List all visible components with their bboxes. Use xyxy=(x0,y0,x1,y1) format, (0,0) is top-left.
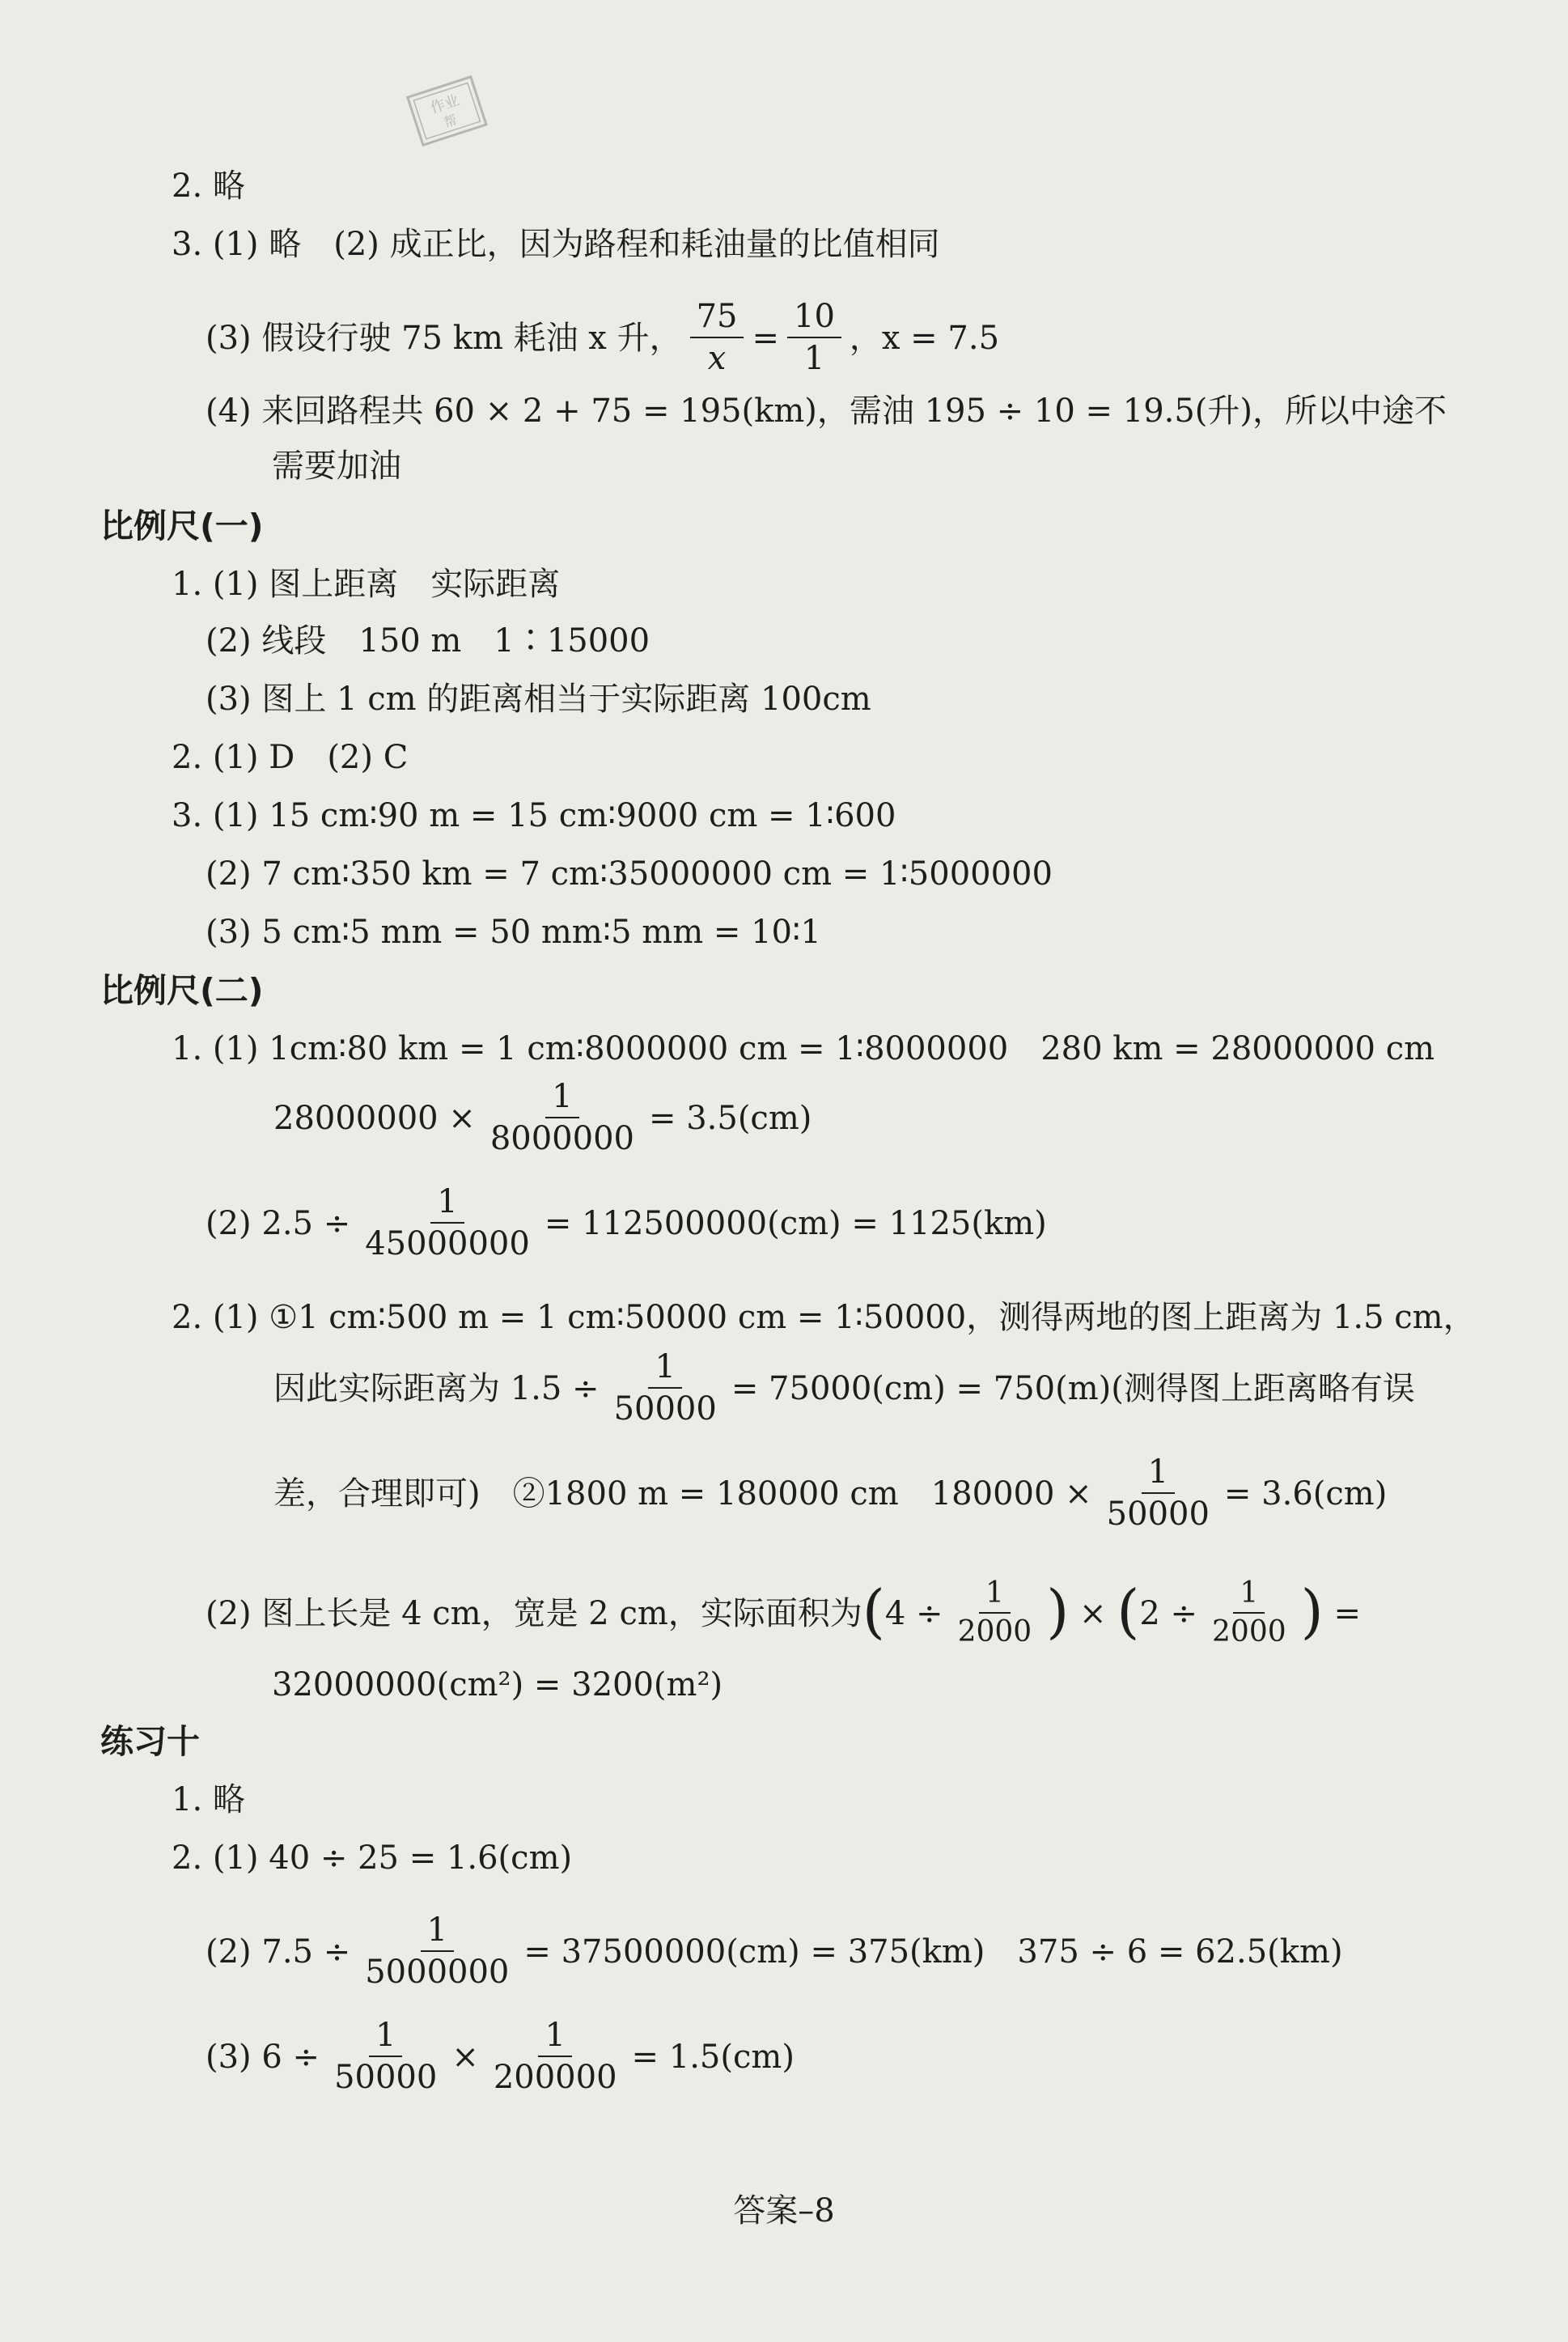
text: (2) 图上长是 4 cm，宽是 2 cm，实际面积为 xyxy=(206,1595,862,1632)
numerator: 1 xyxy=(369,2017,402,2057)
line-s1-1-2: (2) 线段 150 m 1∶15000 xyxy=(206,622,651,660)
denominator: 45000000 xyxy=(365,1225,530,1262)
line-e10-2-1: 2. (1) 40 ÷ 25 = 1.6(cm) xyxy=(172,1839,573,1877)
line-3-4-cont: 需要加油 xyxy=(272,448,401,485)
denominator: 8000000 xyxy=(489,1120,634,1157)
equals: = xyxy=(752,320,779,357)
denominator: 50000 xyxy=(334,2059,438,2096)
denominator: 50000 xyxy=(613,1390,717,1428)
fraction xyxy=(690,298,744,377)
line-e10-1: 1. 略 xyxy=(172,1781,245,1818)
right-paren: ) xyxy=(1046,1577,1070,1645)
fraction xyxy=(787,298,841,377)
section-heading-scale-2: 比例尺(二) xyxy=(100,971,264,1010)
section-heading-scale-1: 比例尺(一) xyxy=(100,507,264,545)
line-3-1-2: 3. (1) 略 (2) 成正比，因为路程和耗油量的比值相同 xyxy=(172,226,940,263)
line-s1-3-1: 3. (1) 15 cm∶90 m = 15 cm∶9000 cm = 1∶600 xyxy=(172,797,896,834)
numerator: 75 xyxy=(690,298,744,338)
numerator: 10 xyxy=(787,298,841,338)
numerator: 1 xyxy=(648,1348,681,1389)
line-s2-1-2 xyxy=(206,1183,1047,1266)
left-paren: ( xyxy=(862,1577,885,1645)
section-heading-exercise-10: 练习十 xyxy=(100,1722,200,1761)
denominator: 2000 xyxy=(957,1615,1032,1648)
line-s2-2-1: 2. (1) ①1 cm∶500 m = 1 cm∶50000 cm = 1∶50000，测得两地的图上距离为 1.5 cm， xyxy=(172,1299,1476,1336)
text: (2) 7.5 ÷ xyxy=(206,1933,351,1971)
denominator: 5000000 xyxy=(365,1954,510,1991)
numerator: 1 xyxy=(421,1911,454,1952)
text: = 75000(cm) = 750(m)(测得图上距离略有误 xyxy=(731,1370,1415,1407)
line-2: 2. 略 xyxy=(172,168,245,205)
line-s1-3-3: (3) 5 cm∶5 mm = 50 mm∶5 mm = 10∶1 xyxy=(206,914,821,951)
right-paren: ) xyxy=(1300,1577,1324,1645)
line-s2-2-2 xyxy=(206,1576,1361,1653)
fraction xyxy=(951,1576,1039,1649)
line-s1-1-1: 1. (1) 图上距离 实际距离 xyxy=(172,566,561,603)
text: ，x = 7.5 xyxy=(849,320,1000,357)
denominator: 50000 xyxy=(1106,1496,1210,1533)
denominator: 200000 xyxy=(493,2059,617,2096)
numerator: 1 xyxy=(538,2017,571,2057)
text: = 112500000(cm) = 1125(km) xyxy=(544,1205,1047,1242)
denominator: 1 xyxy=(803,340,825,377)
times: × xyxy=(1079,1595,1107,1632)
line-3-4: (4) 来回路程共 60 × 2 + 75 = 195(km)，需油 195 ÷ 10 = 19.5(升)，所以中途不 xyxy=(206,392,1447,430)
text: 4 ÷ xyxy=(884,1595,943,1632)
line-e10-2-3 xyxy=(206,2017,795,2099)
line-s2-2-2-result: 32000000(cm²) = 3200(m²) xyxy=(272,1666,723,1703)
fraction xyxy=(358,1911,515,1991)
page-number: 答案–8 xyxy=(733,2192,835,2230)
numerator: 1 xyxy=(545,1078,578,1118)
line-s2-2-1-cont xyxy=(273,1348,1415,1431)
numerator: 1 xyxy=(1233,1576,1265,1614)
line-s2-2-1-cont2 xyxy=(273,1453,1388,1536)
numerator: 1 xyxy=(979,1576,1011,1614)
fraction xyxy=(1100,1453,1216,1533)
text: (3) 6 ÷ xyxy=(206,2039,320,2076)
fraction xyxy=(608,1348,723,1428)
text: 28000000 × xyxy=(273,1100,476,1137)
line-e10-2-2 xyxy=(206,1911,1343,1994)
fraction xyxy=(487,2017,624,2096)
text: 2 ÷ xyxy=(1139,1595,1198,1632)
line-s2-1-1: 1. (1) 1cm∶80 km = 1 cm∶8000000 cm = 1∶8000000 280 km = 28000000 cm xyxy=(172,1030,1435,1067)
denominator: 2000 xyxy=(1212,1615,1286,1648)
text: (2) 2.5 ÷ xyxy=(206,1205,351,1242)
numerator: 1 xyxy=(430,1183,464,1224)
line-s2-1-1-calc xyxy=(273,1078,812,1160)
svg-text:帮: 帮 xyxy=(442,112,460,131)
line-s1-1-3: (3) 图上 1 cm 的距离相当于实际距离 100cm xyxy=(206,681,871,718)
text: 差，合理即可) ②1800 m = 180000 cm 180000 × xyxy=(273,1475,1092,1513)
line-s1-2: 2. (1) D (2) C xyxy=(172,739,409,776)
fraction xyxy=(1206,1576,1293,1649)
stamp-logo-icon xyxy=(403,68,492,157)
times: × xyxy=(451,2039,479,2076)
fraction xyxy=(328,2017,443,2096)
fraction xyxy=(484,1078,641,1157)
fraction xyxy=(358,1183,536,1262)
text: 因此实际距离为 1.5 ÷ xyxy=(273,1370,600,1407)
left-paren: ( xyxy=(1117,1577,1140,1645)
svg-text:作业: 作业 xyxy=(428,91,462,117)
text: (3) 假设行驶 75 km 耗油 x 升， xyxy=(206,320,682,357)
equals: = xyxy=(1333,1595,1361,1632)
numerator: 1 xyxy=(1142,1453,1175,1494)
line-3-3 xyxy=(206,298,1000,380)
text: = 37500000(cm) = 375(km) 375 ÷ 6 = 62.5(km) xyxy=(523,1933,1343,1971)
text: = 1.5(cm) xyxy=(631,2039,795,2076)
text: = 3.6(cm) xyxy=(1223,1475,1388,1513)
line-s1-3-2: (2) 7 cm∶350 km = 7 cm∶35000000 cm = 1∶5000000 xyxy=(206,855,1053,893)
denominator: x xyxy=(707,340,727,377)
text: = 3.5(cm) xyxy=(648,1100,812,1137)
